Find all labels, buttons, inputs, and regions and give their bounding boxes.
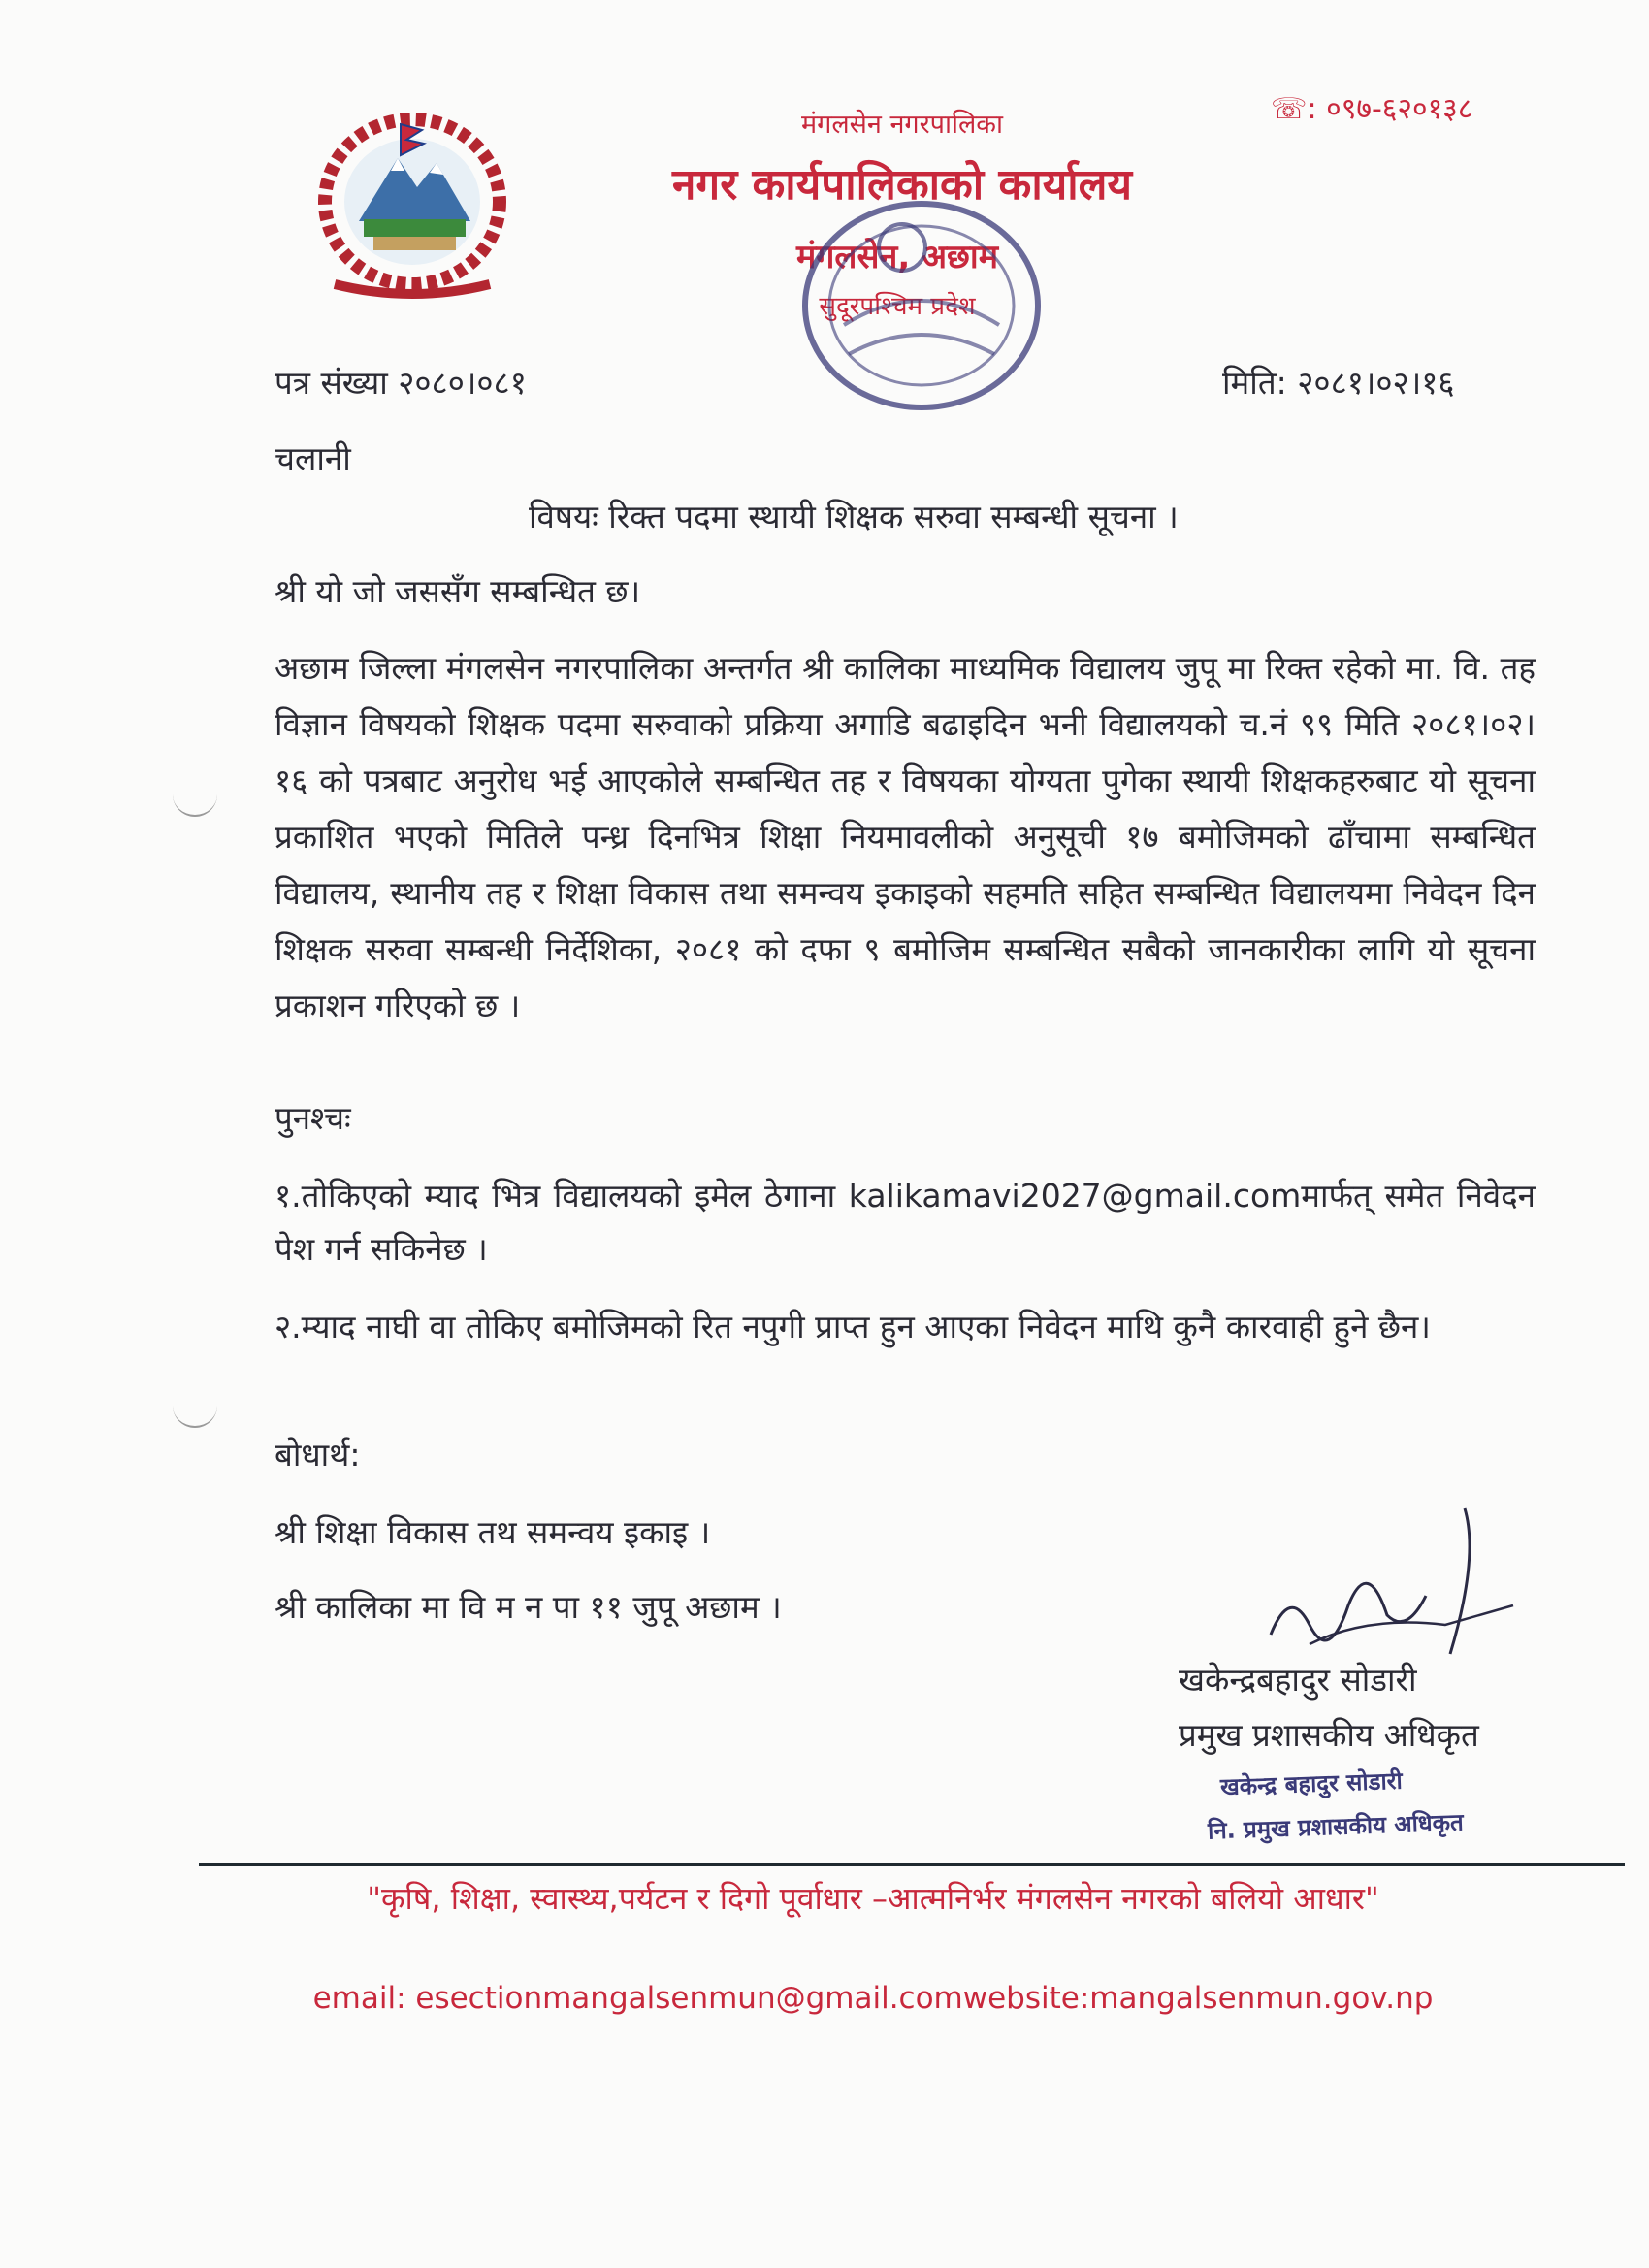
signature-icon: [1251, 1499, 1533, 1673]
main-paragraph: अछाम जिल्ला मंगलसेन नगरपालिका अन्तर्गत श्री कालिका माध्यमिक विद्यालय जुपू मा रिक्त रहेको मा. वि. तह विज्ञान विषयको शिक्षक पदमा सरुवाको प्रक्रिया अगाडि बढाइदिन भनी विद्यालयको च.नं ९९ मिति २०८१।०२।१६ को पत्रबाट अनुरोध भई आएकोले सम्बन्धित तह र विषयका योग्यता पुगेका स्थायी शिक्षकहरुबाट यो सूचना प्रकाशित भएको मितिले पन्ध्र दिनभित्र शिक्षा नियमावलीको अनुसूची १७ बमोजिमको ढाँचामा सम्बन्धित विद्यालय, स्थानीय तह र शिक्षा विकास तथा समन्वय इकाइको सहमति सहित सम्बन्धित विद्यालयमा निवेदन दिन शिक्षक सरुवा सम्बन्धी निर्देशिका, २०८१ को दफा ९ बमोजिम सम्बन्धित सबैको जानकारीका लागि यो सूचना प्रकाशन गरिएको छ ।: [275, 649, 1536, 1024]
office-location: मंगलसेन, अछाम: [795, 238, 999, 276]
seal-title: नि. प्रमुख प्रशासकीय अधिकृत: [1207, 1808, 1465, 1845]
cc-label: बोधार्थ:: [275, 1436, 361, 1474]
punch-hole: [173, 776, 217, 817]
cc-recipient-1: श्री शिक्षा विकास तथ समन्वय इकाइ ।: [275, 1513, 711, 1551]
footer-contact: email: esectionmangalsenmun@gmail.comwebsite:mangalsenmun.gov.np: [312, 1981, 1434, 2016]
dispatch-label: चलानी: [275, 439, 351, 477]
cc-recipient-2: श्री कालिका मा वि म न पा ११ जुपू अछाम ।: [275, 1588, 782, 1626]
office-name: नगर कार्यपालिकाको कार्यालय: [672, 160, 1132, 210]
postscript-label: पुनश्चः: [275, 1099, 351, 1137]
office-phone: ☏: ०९७-६२०१३८: [1271, 92, 1473, 126]
signatory-title: प्रमुख प्रशासकीय अधिकृत: [1179, 1716, 1479, 1754]
salutation: श्री यो जो जससँग सम्बन्धित छ।: [275, 572, 641, 610]
footer-slogan: "कृषि, शिक्षा, स्वास्थ्य,पर्यटन र दिगो पूर्वाधार –आत्मनिर्भर मंगलसेन नगरको बलियो आधार": [367, 1880, 1379, 1917]
letter-date: मिति: २०८१।०२।१६: [1222, 364, 1455, 402]
reference-number: पत्र संख्या २०८०।०८१: [275, 364, 527, 402]
postscript-note-2: २.म्याद नाघी वा तोकिए बमोजिमको रित नपुगी प्राप्त हुन आएका निवेदन माथि कुनै कारवाही हुने छैन।: [275, 1308, 1431, 1345]
punch-hole: [173, 1387, 217, 1428]
office-stamp-icon: [776, 179, 1067, 432]
seal-name: खकेन्द्र बहादुर सोडारी: [1219, 1766, 1404, 1801]
office-province: सुदूरपश्चिम प्रदेश: [819, 292, 976, 321]
letter-subject: विषयः रिक्त पदमा स्थायी शिक्षक सरुवा सम्बन्धी सूचना ।: [529, 498, 1179, 535]
postscript-note-1: १.तोकिएको म्याद भित्र विद्यालयको इमेल ठेगाना kalikamavi2027@gmail.comमार्फत् समेत निवेदन पेश गर्न सकिनेछ ।: [275, 1177, 1536, 1268]
signatory-name: खकेन्द्रबहादुर सोडारी: [1179, 1661, 1417, 1699]
municipality-name: मंगलसेन नगरपालिका: [800, 110, 1004, 140]
footer-divider: [199, 1863, 1625, 1866]
nepal-emblem-icon: [306, 105, 519, 308]
